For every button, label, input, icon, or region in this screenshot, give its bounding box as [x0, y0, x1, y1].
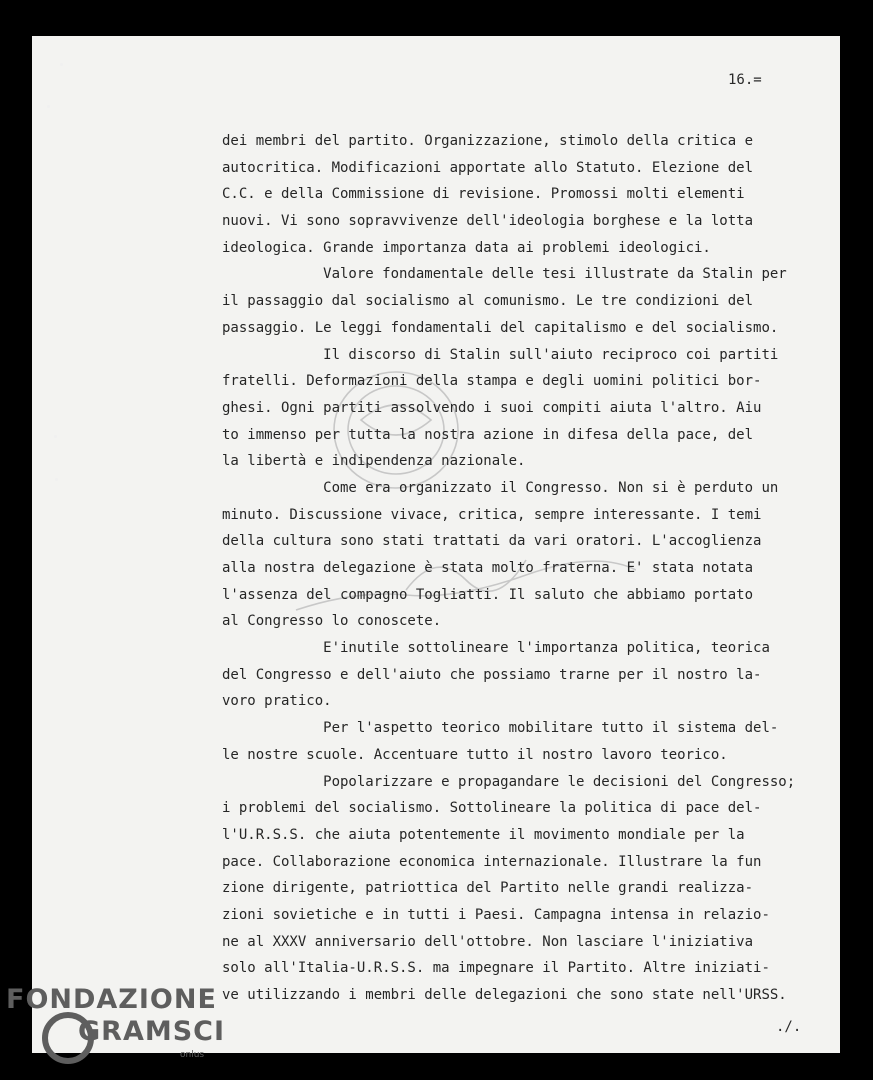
text-line: alla nostra delegazione è stata molto fraterna. E' stata notata	[222, 560, 754, 576]
text-line: passaggio. Le leggi fondamentali del capitalismo e del socialismo.	[222, 319, 779, 336]
text-line: ghesi. Ogni partiti assolvendo i suoi compiti aiuta l'altro. Aiu	[222, 399, 762, 416]
margin-speck	[55, 478, 58, 481]
text-line: ideologica. Grande importanza data ai problemi ideologici.	[222, 239, 711, 256]
logo-line-1: FONDAZIONE	[6, 984, 217, 1015]
typed-text-body	[222, 128, 822, 1009]
text-line: Valore fondamentale delle tesi illustrate da Stalin per	[222, 266, 787, 283]
text-line: Per l'aspetto teorico mobilitare tutto il sistema del-	[222, 720, 779, 737]
margin-speck	[47, 105, 50, 108]
text-line: l'assenza del compagno Togliatti. Il saluto che abbiamo portato	[222, 586, 754, 603]
text-line: le nostre scuole. Accentuare tutto il nostro lavoro teorico.	[222, 746, 728, 763]
text-line: E'inutile sottolineare l'importanza politica, teorica	[222, 640, 770, 657]
text-line: i problemi del socialismo. Sottolineare la politica di pace del-	[222, 800, 762, 817]
text-line: fratelli. Deformazioni della stampa e degli uomini politici bor-	[222, 373, 762, 390]
text-line: del Congresso e dell'aiuto che possiamo trarne per il nostro la-	[222, 666, 762, 683]
text-line: ve utilizzando i membri delle delegazioni che sono state nell'URSS.	[222, 987, 787, 1003]
text-line: zioni sovietiche e in tutti i Paesi. Campagna intensa in relazio-	[222, 906, 770, 923]
logo-line-3: onlus	[180, 1050, 205, 1060]
text-line: voro pratico.	[222, 693, 332, 710]
text-line: Come era organizzato il Congresso. Non si è perduto un	[222, 479, 779, 496]
logo-line-2: GRAMSCI	[78, 1016, 226, 1047]
fondazione-gramsci-logo	[6, 984, 226, 1074]
text-line: l'U.R.S.S. che aiuta potentemente il movimento mondiale per la	[222, 826, 745, 843]
text-line: Popolarizzare e propagandare le decisioni del Congresso;	[222, 773, 796, 790]
margin-speck	[54, 435, 57, 438]
continuation-mark: ./.	[776, 1019, 802, 1035]
text-line: al Congresso lo conoscete.	[222, 613, 442, 630]
text-line: ne al XXXV anniversario dell'ottobre. Non lasciare l'iniziativa	[222, 933, 754, 950]
text-line: zione dirigente, patriottica del Partito nelle grandi realizza-	[222, 880, 754, 897]
page-number: 16.=	[728, 72, 762, 88]
text-line: dei membri del partito. Organizzazione, stimolo della critica e	[222, 133, 754, 149]
text-line: autocritica. Modificazioni apportate allo Statuto. Elezione del	[222, 159, 754, 176]
margin-speck	[60, 63, 63, 66]
text-line: minuto. Discussione vivace, critica, sempre interessante. I temi	[222, 506, 762, 523]
text-line: solo all'Italia-U.R.S.S. ma impegnare il Partito. Altre iniziati-	[222, 960, 770, 977]
text-line: nuovi. Vi sono sopravvivenze dell'ideologia borghese e la lotta	[222, 213, 754, 230]
text-line: il passaggio dal socialismo al comunismo. Le tre condizioni del	[222, 293, 754, 310]
text-line: pace. Collaborazione economica internazionale. Illustrare la fun	[222, 853, 762, 870]
text-line: Il discorso di Stalin sull'aiuto reciproco coi partiti	[222, 346, 779, 363]
text-line: C.C. e della Commissione di revisione. Promossi molti elementi	[222, 186, 745, 203]
text-line: della cultura sono stati trattati da vari oratori. L'accoglienza	[222, 533, 762, 550]
text-line: to immenso per tutta la nostra azione in difesa della pace, del	[222, 426, 754, 443]
text-line: la libertà e indipendenza nazionale.	[222, 453, 526, 470]
